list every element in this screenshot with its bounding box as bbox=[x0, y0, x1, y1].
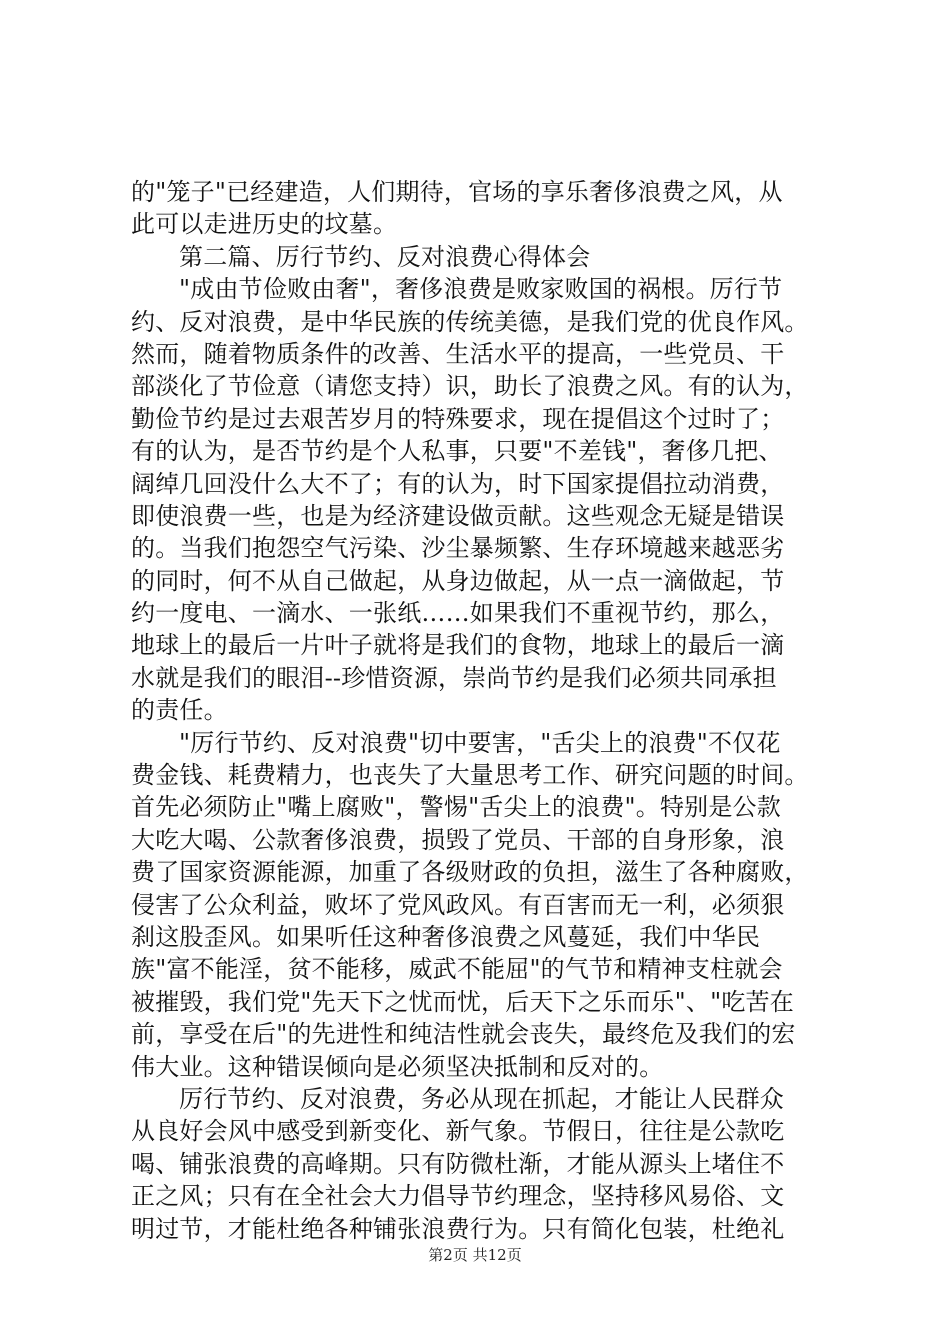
text-line: 部淡化了节俭意（请您支持）识，助长了浪费之风。有的认为， bbox=[131, 372, 809, 401]
text-line: 明过节，才能杜绝各种铺张浪费行为。只有简化包装，杜绝礼 bbox=[131, 1214, 785, 1243]
text-line: 的"笼子"已经建造，人们期待，官场的享乐奢侈浪费之风，从 bbox=[131, 178, 783, 206]
text-line: 即使浪费一些，也是为经济建设做贡献。这些观念无疑是错误 bbox=[131, 501, 785, 530]
text-line: 水就是我们的眼泪--珍惜资源，崇尚节约是我们必须共同承担 bbox=[131, 663, 777, 692]
text-line: 伟大业。这种错误倾向是必须坚决抵制和反对的。 bbox=[131, 1052, 664, 1081]
text-line: 厉行节约、反对浪费，务必从现在抓起，才能让人民群众 bbox=[179, 1084, 784, 1113]
text-line: 然而，随着物质条件的改善、生活水平的提高，一些党员、干 bbox=[131, 339, 785, 368]
text-line: 费了国家资源能源，加重了各级财政的负担，滋生了各种腐败， bbox=[131, 858, 809, 887]
text-line: 有的认为，是否节约是个人私事，只要"不差钱"，奢侈几把、 bbox=[131, 437, 783, 466]
text-line: 族"富不能淫，贫不能移，威武不能屈"的气节和精神支柱就会 bbox=[131, 955, 783, 984]
text-line: 约、反对浪费，是中华民族的传统美德，是我们党的优良作风。 bbox=[131, 307, 809, 336]
text-line: 的。当我们抱怨空气污染、沙尘暴频繁、生存环境越来越恶劣 bbox=[131, 534, 785, 563]
text-line: 侵害了公众利益，败坏了党风政风。有百害而无一利，必须狠 bbox=[131, 890, 785, 919]
text-line: 刹这股歪风。如果听任这种奢侈浪费之风蔓延，我们中华民 bbox=[131, 922, 761, 951]
text-line: "成由节俭败由奢"，奢侈浪费是败家败国的祸根。厉行节 bbox=[179, 275, 783, 304]
text-line: 首先必须防止"嘴上腐败"，警惕"舌尖上的浪费"。特别是公款 bbox=[131, 793, 781, 822]
text-line: 勤俭节约是过去艰苦岁月的特殊要求，现在提倡这个过时了； bbox=[131, 404, 785, 433]
text-line: 正之风；只有在全社会大力倡导节约理念，坚持移风易俗、文 bbox=[131, 1182, 785, 1211]
text-line: 前，享受在后"的先进性和纯洁性就会丧失，最终危及我们的宏 bbox=[131, 1020, 796, 1049]
text-line: 大吃大喝、公款奢侈浪费，损毁了党员、干部的自身形象，浪 bbox=[131, 825, 785, 854]
text-line: 的同时，何不从自己做起，从身边做起，从一点一滴做起，节 bbox=[131, 566, 785, 595]
text-line: 喝、铺张浪费的高峰期。只有防微杜渐，才能从源头上堵住不 bbox=[131, 1149, 785, 1178]
text-line: 的责任。 bbox=[131, 696, 228, 725]
page-footer: 第2页 共12页 bbox=[428, 1246, 522, 1264]
text-line: 从良好会风中感受到新变化、新气象。节假日，往往是公款吃 bbox=[131, 1117, 785, 1146]
text-line: 阔绰几回没什么大不了；有的认为，时下国家提倡拉动消费， bbox=[131, 469, 785, 498]
text-line: 第二篇、厉行节约、反对浪费心得体会 bbox=[179, 242, 591, 271]
document-body bbox=[131, 176, 831, 1245]
text-line: 地球上的最后一片叶子就将是我们的食物，地球上的最后一滴 bbox=[131, 631, 785, 660]
text-line: "厉行节约、反对浪费"切中要害，"舌尖上的浪费"不仅花 bbox=[179, 728, 781, 757]
text-line: 此可以走进历史的坟墓。 bbox=[131, 210, 398, 239]
text-line: 约一度电、一滴水、一张纸……如果我们不重视节约，那么， bbox=[131, 599, 785, 628]
text-line: 费金钱、耗费精力，也丧失了大量思考工作、研究问题的时间。 bbox=[131, 761, 809, 790]
text-line: 被摧毁，我们党"先天下之忧而忧，后天下之乐而乐"、"吃苦在 bbox=[131, 987, 794, 1016]
